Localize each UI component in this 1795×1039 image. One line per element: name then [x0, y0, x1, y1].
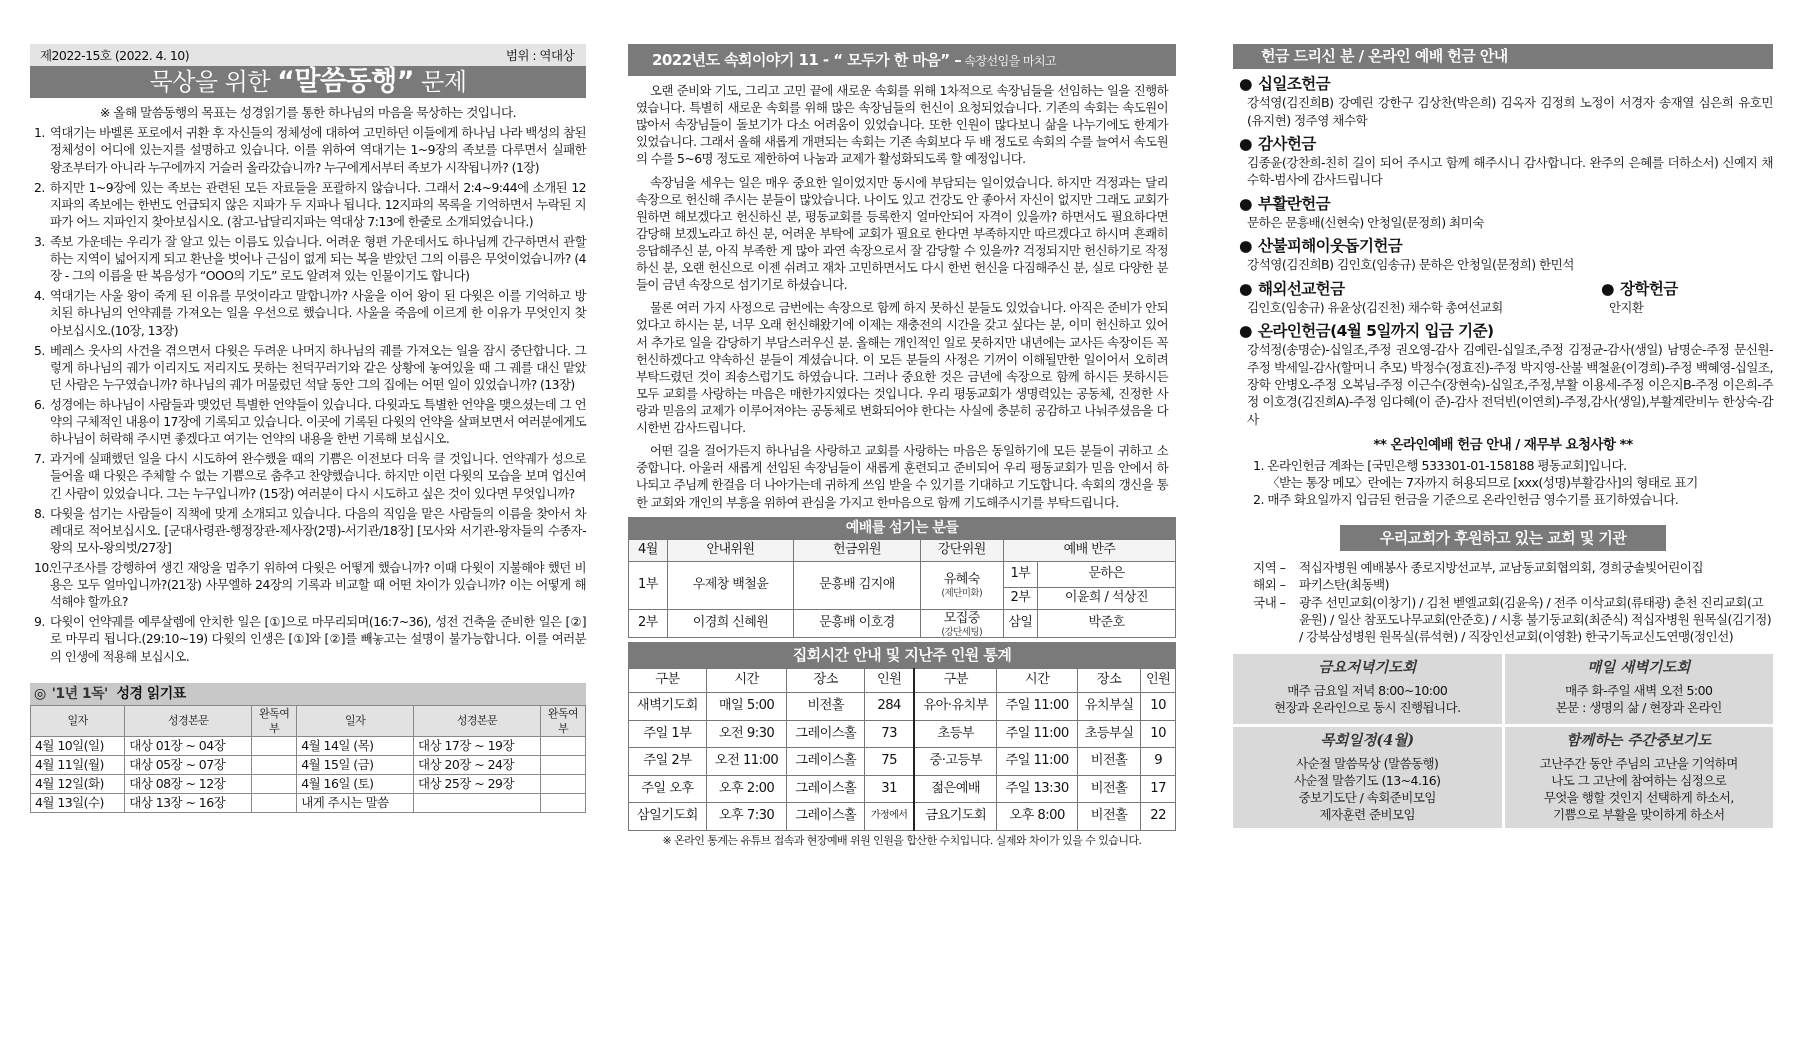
table-cell: 주일 11:00	[997, 693, 1078, 721]
table-cell	[252, 756, 297, 775]
online-notice	[1233, 457, 1773, 509]
story-paragraph: 오랜 준비와 기도, 그리고 고민 끝에 새로운 속회를 위해 1차적으로 속장님들을 선임하는 일을 진행하였습니다. 특별히 새로운 속회를 위해 많은 속장님들의 헌신이 요청되었습니다. 기존의 속회는 속도원이 많아서 속장님들이 돌보기가 다소 어려움이 있었습니다. 또한 인원이 많다보니 삶을 나누기에도 한계가 있었습니다. 그래서 올해 새롭게 개편되는 속회는 기존 속회보다 두 배 정도로 속회의 수를 늘여서 속도원의 수를 5~6명 정도로 제한하여 나눔과 교제가 활성화되도록 할 예정입니다.	[636, 83, 1168, 167]
question-item	[30, 613, 586, 664]
bullet-icon: ●	[1239, 75, 1252, 93]
reading-plan-title: 성경 읽기표	[116, 685, 186, 702]
offering-heading	[1239, 74, 1773, 94]
question-number: 8.	[34, 505, 45, 521]
question-item	[30, 559, 586, 610]
table-cell: 주일 11:00	[997, 748, 1078, 776]
story-body	[628, 82, 1176, 511]
bullet-icon: ●	[1239, 237, 1252, 256]
acc-name: 박준호	[1037, 609, 1175, 637]
online-offering-names: 강석정(송명순)-십일조,주정 권오영-감사 김예린-십일조,주정 김정균-감사(생일) 남명순-주정 문신원-주정 박세일-감사(할머니 추모) 박정수(정효진)-주정 박지영-산불 백철윤(이경희)-주정 백혜영-십일조,장학 안병오-주정 오복님-주정 이근수(장현숙)-십일조,주정,부활 이용세-주정 이은지B-주정 이은희-주정 이호경(김진희A)-주정 임다혜(이 준)-감사 전덕빈(이연희)-주정,감사(생일),부활계란비누 한상숙-감사	[1247, 342, 1773, 427]
table-cell: 주일 13:30	[997, 775, 1078, 803]
supported-churches	[1233, 559, 1773, 646]
story-paragraph: 속장님을 세우는 일은 매우 중요한 일이었지만 동시에 부담되는 일이었습니다. 하지만 걱정과는 달리 속장으로 헌신해 주시는 분들이 많았습니다. 나이도 있고 건강도 안 좋아서 자신이 없지만 그래도 교회가 원하면 해보겠다고 헌신하신 분, 평동교회를 등록한지 얼마안되어 자격이 있을까? 하면서도 필요하다면 감당해 보겠노라고 하신 분, 어려운 부탁에 교회가 필요로 한다면 부족하지만 따르겠다고 하시며 흔쾌히 응답해주신 분, 아직 부족한 게 많아 과연 속장으로서 잘 감당할 수 있을까? 걱정되지만 헌신하기로 작정하신 분, 오랜 헌신으로 이젠 쉬려고 재차 고민하면서도 다시 한번 헌신을 다짐해주신 분, 실로 다양한 분들이 금년 속장으로 섬기기로 하셨습니다.	[636, 174, 1168, 293]
acc-label: 2부	[1003, 587, 1037, 609]
table-cell: 22	[1141, 803, 1176, 831]
supported-churches-title: 우리교회가 후원하고 있는 교회 및 기관	[1340, 525, 1666, 551]
support-value: 광주 선민교회(이창기) / 김천 벧엘교회(김윤욱) / 전주 이삭교회(류태광) 춘천 진리교회(고윤원) / 일산 참포도나무교회(안준호) / 시흥 불기둥교회(최준식) 적십자병원 원목실(김기정) / 강북삼성병원 원목실(류석현) / 직장인선교회(이영환) 한국기독교신도연맹(정인선)	[1299, 594, 1772, 645]
question-item	[30, 396, 586, 447]
guide-1: 우제창 백철윤	[667, 561, 793, 609]
offering-heading-text: 감사헌금	[1257, 134, 1316, 153]
scholarship-heading-text: 장학헌금	[1619, 279, 1678, 298]
table-cell: 대상 01장 ~ 04장	[125, 737, 252, 756]
table-cell: 그레이스홀	[787, 720, 865, 748]
question-number: 3.	[34, 234, 45, 250]
table-cell	[414, 794, 541, 813]
offering-heading	[1239, 194, 1773, 214]
column-header: 인원	[1141, 669, 1176, 693]
offering-section	[1233, 134, 1773, 189]
issue-header	[30, 44, 586, 66]
column-header: 구분	[629, 669, 707, 693]
offering-section	[1233, 194, 1773, 232]
table-cell: 4월 14일 (목)	[297, 737, 414, 756]
question-text: 인구조사를 강행하여 생긴 재앙을 멈추기 위하여 다윗은 어떻게 했습니까? 이때 다윗이 지불해야 했던 비용은 모두 얼마입니까?(21장) 사무엘하 24장의 기록과 비교할 때 어떤 차이가 있습니까? 이는 어떻게 해석해야 할까요?	[50, 560, 586, 610]
table-row	[31, 756, 586, 775]
offering-sections	[1233, 74, 1773, 274]
table-cell: 유아·유치부	[914, 693, 997, 721]
table-cell: 중·고등부	[914, 748, 997, 776]
table-cell: 그레이스홀	[787, 748, 865, 776]
worship-servers-title: 예배를 섬기는 분들	[628, 517, 1176, 539]
table-cell: 4월 11일(월)	[31, 756, 125, 775]
friday-prayer-box	[1233, 654, 1502, 724]
table-cell: 오전 9:30	[706, 720, 787, 748]
table-row	[31, 775, 586, 794]
column-header: 시간	[706, 669, 787, 693]
column-header: 일자	[31, 705, 125, 736]
question-text: 베레스 웃사의 사건을 겪으면서 다윗은 두려운 나머지 하나님의 궤를 가져오는 일을 잠시 중단합니다. 그렇게 하나님의 궤가 이리지도 저리지도 못하는 천덕꾸러기와 같은 상황에 놓여있을 때 그 궤를 대신 맡았던 사람은 누구였습니까? 하나님의 궤가 머물렀던 석달 동안 그의 집에는 어떤 일이 있었습니까? (13장)	[50, 342, 586, 392]
table-cell: 초등부	[914, 720, 997, 748]
acc-label: 삼일	[1003, 609, 1037, 637]
offering-title: 헌금 드리신 분 / 온라인 예배 헌금 안내	[1233, 44, 1773, 69]
offering-heading-text: 부활란헌금	[1257, 194, 1331, 213]
question-text: 다윗을 섬기는 사람들이 직책에 맞게 소개되고 있습니다. 다음의 직임을 맡은 사람들의 이름을 찾아서 차례대로 적어보십시오. [군대사령관-행정장관-제사장(2명)-서기관/18장] [모사와 서기관-왕자들의 수종자-왕의 모사-왕의벗/27장]	[50, 505, 586, 555]
column-header: 완독여부	[541, 705, 586, 736]
table-cell: 그레이스홀	[787, 803, 865, 831]
table-cell: 비전홀	[1077, 748, 1140, 776]
question-item	[30, 124, 586, 175]
notice-line: 1. 온라인헌금 계좌는 [국민은행 533301-01-158188 평동교회]입니다.	[1253, 457, 1627, 473]
altar-2-name: 모집중	[943, 610, 980, 626]
question-number: 10.	[34, 560, 53, 575]
table-cell	[541, 737, 586, 756]
altar-2	[920, 609, 1003, 637]
table-cell: 그레이스홀	[787, 775, 865, 803]
table-row	[629, 775, 1176, 803]
offering-names: 김종윤(강찬희-친히 길이 되어 주시고 함께 해주시니 감사합니다. 완주의 은혜를 더하소서) 신예지 채수학-범사에 감사드립니다	[1247, 155, 1773, 188]
table-cell	[252, 775, 297, 794]
table-cell: 4월 15일 (금)	[297, 756, 414, 775]
box-title: 매일 새벽기도회	[1587, 658, 1691, 676]
table-cell	[252, 794, 297, 813]
bullet-icon: ●	[1601, 279, 1614, 298]
question-item	[30, 179, 586, 230]
service-label: 2부	[629, 609, 668, 637]
mission-scholarship-row	[1233, 274, 1773, 316]
acc-name: 이윤희 / 석상진	[1037, 587, 1175, 609]
reading-plan-table	[30, 705, 586, 813]
story-title	[628, 44, 1176, 76]
support-row	[1253, 559, 1773, 576]
weekly-prayer-box	[1505, 727, 1774, 828]
offering-heading	[1239, 134, 1773, 154]
title-prefix: 묵상을 위한	[149, 68, 278, 96]
question-item	[30, 287, 586, 338]
table-cell: 4월 10일(일)	[31, 737, 125, 756]
support-row	[1253, 576, 1773, 593]
support-key: 국내 –	[1253, 594, 1286, 610]
question-text: 과거에 실패했던 일을 다시 시도하여 완수했을 때의 기쁨은 이전보다 더욱 클 것입니다. 언약궤가 성으로 들어올 때 다윗은 주체할 수 없는 기쁨으로 춤추고 찬양했습니다. 하지만 이런 다윗의 모습을 보며 업신여긴 사람이 있었습니다. 그는 누구입니까? (15장) 여러분이 다시 시도하고 싶은 것이 있다면 무엇입니까?	[50, 451, 586, 501]
offering-names: 강석영(김진희B) 강예린 강한구 김상찬(박은희) 김옥자 김정희 노정이 서경자 송재열 심은희 유호민(유지현) 정주영 채수학	[1247, 95, 1773, 128]
box-title: 함께하는 주간중보기도	[1566, 731, 1712, 749]
question-text: 하지만 1~9장에 있는 족보는 관련된 모든 자료들을 포괄하지 않습니다. 그래서 2:4~9:44에 소개된 12지파의 족보에는 한번도 언급되지 않은 지파가 두 지파나 됩니다. 12지파의 목록을 기억하면서 누락된 지파가 어느 지파인지 찾아보십시오. (참고-납달리지파는 역대상 7:13에 한줄로 소개되었습니다.)	[50, 179, 586, 229]
table-cell: 대상 08장 ~ 12장	[125, 775, 252, 794]
table-cell: 오후 2:00	[706, 775, 787, 803]
offering-heading-text: 산불피해이웃돕기헌금	[1257, 237, 1403, 256]
column-header: 예배 반주	[1003, 539, 1175, 561]
table-cell: 오전 11:00	[706, 748, 787, 776]
box-line: 중보기도단 / 속회준비모임	[1298, 790, 1436, 806]
altar-2-note: (강단세팅)	[941, 626, 983, 638]
table-cell: 4월 16일 (토)	[297, 775, 414, 794]
box-line: 매주 화-주일 새벽 오전 5:00	[1565, 682, 1713, 698]
question-text: 족보 가운데는 우리가 잘 알고 있는 이름도 있습니다. 어려운 형편 가운데서도 하나님께 간구하면서 관할 하는 지역이 넓어지게 되고 환난을 벗어나 근심이 없게 되는 복을 받았던 그의 이름은 무엇이었습니까? (4장 - 그의 이름을 딴 복음성가 “OOO의 기도” 로도 알려져 있는 인물이기도 합니다)	[50, 234, 586, 284]
meditation-questions-column	[30, 44, 586, 813]
cell-group-column	[628, 44, 1176, 848]
acc-name: 문하은	[1037, 561, 1175, 587]
question-text: 역대기는 바벨론 포로에서 귀환 후 자신들의 정체성에 대하여 고민하던 이들에게 하나님 나라 백성의 참된 정체성이 어디에 있는지를 설명하고 있습니다. 이를 위하여 역대기는 1~9장의 족보를 다루면서 실패한 왕조부터가 아니라 누구에까지 거슬러 올라갔습니까? 누구에게서부터 족보가 시작됩니까? (1장)	[50, 125, 586, 175]
page-title	[30, 66, 586, 98]
table-cell	[252, 737, 297, 756]
mission-heading-text: 해외선교헌금	[1257, 279, 1345, 298]
question-item	[30, 233, 586, 284]
table-cell: 10	[1141, 693, 1176, 721]
service-label: 1부	[629, 561, 668, 609]
table-cell: 대상 05장 ~ 07장	[125, 756, 252, 775]
table-row	[629, 720, 1176, 748]
online-offering-section	[1233, 321, 1773, 428]
table-row	[629, 693, 1176, 721]
question-number: 7.	[34, 451, 45, 467]
box-line: 사순절 말씀기도 (13~4.16)	[1293, 772, 1441, 788]
column-header: 안내위원	[667, 539, 793, 561]
support-value: 적십자병원 예배봉사 종로지방선교부, 교남동교회협의회, 경희궁솔빛어린이집	[1299, 559, 1704, 575]
table-row	[629, 748, 1176, 776]
offering-names: 문하은 문흥배(신현숙) 안청일(문정희) 최미숙	[1247, 214, 1484, 230]
table-cell: 10	[1141, 720, 1176, 748]
box-line: 제자훈련 준비모임	[1319, 807, 1416, 823]
altar-1-name: 유혜숙	[943, 572, 980, 588]
online-offering-heading	[1239, 321, 1773, 341]
attendance-stats-title: 집회시간 안내 및 지난주 인원 통계	[628, 642, 1176, 668]
reading-plan-header	[30, 683, 586, 705]
issue-number: 제2022-15호 (2022. 4. 10)	[40, 48, 190, 63]
bullet-icon: ●	[1239, 322, 1252, 341]
story-title-sub: 속장선임을 마치고	[961, 54, 1057, 68]
scholarship-names: 안지환	[1609, 299, 1644, 315]
offering-2: 문흥배 이호경	[794, 609, 920, 637]
table-row	[31, 737, 586, 756]
table-cell: 대상 13장 ~ 16장	[125, 794, 252, 813]
altar-1-note: (제단미화)	[941, 588, 983, 600]
box-line: 사순절 말씀묵상 (말씀동행)	[1296, 755, 1439, 771]
story-title-main: 2022년도 속회이야기 11 - “ 모두가 한 마음” –	[652, 51, 962, 69]
box-title: 금요저녁기도회	[1318, 658, 1417, 676]
online-notice-title: ** 온라인예배 헌금 안내 / 재무부 요청사항 **	[1373, 437, 1633, 454]
bullet-icon: ●	[1239, 134, 1252, 153]
box-line: 현장과 온라인으로 동시 진행됩니다.	[1273, 699, 1461, 715]
table-row	[31, 794, 586, 813]
title-main: “말씀동행”	[277, 66, 414, 97]
table-cell: 대상 20장 ~ 24장	[414, 756, 541, 775]
question-number: 6.	[34, 397, 45, 413]
question-item	[30, 505, 586, 556]
table-cell: 매일 5:00	[706, 693, 787, 721]
table-cell: 주일 11:00	[997, 720, 1078, 748]
column-header: 성경본문	[125, 705, 252, 736]
question-number: 2.	[34, 179, 45, 195]
reading-plan-mark: '1년 1독'	[51, 685, 108, 702]
table-cell: 대상 25장 ~ 29장	[414, 775, 541, 794]
attendance-stats-table	[628, 668, 1176, 831]
table-cell: 유치부실	[1077, 693, 1140, 721]
column-header: 장소	[1077, 669, 1140, 693]
table-cell: 비전홀	[1077, 775, 1140, 803]
column-header: 성경본문	[414, 705, 541, 736]
mission-names: 김인호(임송규) 유윤상(김진천) 채수학 총여선교회	[1247, 299, 1503, 315]
table-cell: 75	[865, 748, 914, 776]
column-header: 인원	[865, 669, 914, 693]
box-line: 본문 : 생명의 삶 / 현장과 온라인	[1555, 699, 1722, 715]
table-cell: 9	[1141, 748, 1176, 776]
table-cell: 4월 13일(수)	[31, 794, 125, 813]
table-cell: 284	[865, 693, 914, 721]
column-header: 4월	[629, 539, 668, 561]
box-line: 고난주간 동안 주님의 고난을 기억하며	[1539, 755, 1738, 771]
question-item	[30, 342, 586, 393]
table-cell: 초등부실	[1077, 720, 1140, 748]
table-cell: 비전홀	[1077, 803, 1140, 831]
table-cell: 오후 7:30	[706, 803, 787, 831]
notice-line: 2. 매주 화요일까지 입금된 헌금을 기준으로 온라인헌금 영수기를 표기하였습니다.	[1253, 492, 1679, 508]
table-cell: 주일 오후	[629, 775, 707, 803]
question-number: 4.	[34, 288, 45, 304]
question-list	[30, 124, 586, 664]
support-key: 해외 –	[1253, 577, 1286, 593]
table-cell: 주일 2부	[629, 748, 707, 776]
table-cell: 17	[1141, 775, 1176, 803]
offering-column	[1233, 44, 1773, 828]
table-cell	[541, 756, 586, 775]
guide-2: 이경희 신혜원	[667, 609, 793, 637]
story-paragraph: 어떤 길을 걸어가든지 하나님을 사랑하고 교회를 사랑하는 마음은 동일하기에 모든 분들이 귀하고 소중합니다. 아울러 새롭게 선임된 속장님들이 새롭게 훈련되고 준비되어 우리 평동교회가 믿음 안에서 하나되고 주님께 한걸음 더 나아가는데 귀하게 쓰임 받을 수 있기를 기대하고 기도합니다. 속회의 갱신을 통한 교회와 개인의 부흥을 위하여 관심을 가지고 한마음으로 함께 기도해주시기를 부탁드립니다.	[636, 443, 1168, 510]
offering-1: 문흥배 김지애	[794, 561, 920, 609]
mission-heading	[1239, 279, 1601, 299]
notice-line: 〈받는 통장 메모〉란에는 7자까지 허용되므로 [xxx(성명)부활감사]의 형태로 표기	[1267, 475, 1698, 491]
column-header: 강단위원	[920, 539, 1003, 561]
offering-section	[1233, 74, 1773, 129]
table-cell: 삼일기도회	[629, 803, 707, 831]
online-offering-heading-text: 온라인헌금(4월 5일까지 입금 기준)	[1257, 322, 1494, 341]
question-text: 역대기는 사울 왕이 죽게 된 이유를 무엇이라고 말합니까? 사울을 이어 왕이 된 다윗은 이를 기억하고 방치된 하나님의 언약궤를 가져오는 일을 우선으로 했습니다. 사울을 죽음에 이르게 한 이유가 무엇인지 찾아보십시오.(10장, 13장)	[50, 288, 586, 338]
question-number: 5.	[34, 342, 45, 358]
table-cell: 31	[865, 775, 914, 803]
table-row	[629, 803, 1176, 831]
title-suffix: 문제	[414, 68, 467, 96]
offering-names: 강석영(김진희B) 김인호(임송규) 문하은 안청일(문정희) 한민석	[1247, 257, 1574, 273]
intro-note: ※ 올해 말씀동행의 목표는 성경읽기를 통한 하나님의 마음을 묵상하는 것입니다.	[99, 105, 517, 120]
box-line: 매주 금요일 저녁 8:00~10:00	[1287, 682, 1448, 698]
dawn-prayer-box	[1505, 654, 1774, 724]
table-cell: 73	[865, 720, 914, 748]
question-text: 성경에는 하나님이 사람들과 맺었던 특별한 언약들이 있습니다. 다윗과도 특별한 언약을 맺으셨는데 그 언약의 구체적인 내용이 17장에 기록되고 있습니다. 이곳에 기록된 다윗의 언약을 살펴보면서 여러분에게도 하나님이 허락해 주시면 좋겠다고 여기는 언약의 내용을 한번 기록해 보십시오.	[50, 397, 586, 447]
acc-label: 1부	[1003, 561, 1037, 587]
stats-footnote: ※ 온라인 통계는 유튜브 접속과 현장예배 위원 인원을 합산한 수치입니다. 실제와 차이가 있을 수 있습니다.	[662, 833, 1142, 847]
table-cell: 4월 12일(화)	[31, 775, 125, 794]
story-paragraph: 물론 여러 가지 사정으로 금번에는 속장으로 함께 하지 못하신 분들도 있었습니다. 아직은 준비가 안되었다고 하시는 분, 너무 오래 헌신해왔기에 이제는 재충전의 시간을 갖고 싶다는 분, 이미 헌신하고 있어서 추가로 일을 감당하기 부담스러우신 분. 올해는 개인적인 일로 못하지만 내년에는 교사든 속장이든 꼭 헌신하겠다고 약속하신 분들이 계셨습니다. 이 모든 분들의 사정은 기꺼이 이해될만한 일이어서 오히려 부탁드렸던 것이 죄송스럽기도 하였습니다. 그러나 중요한 것은 금년에 속장으로 함께 하시든 못하시든 모두 교회를 사랑하는 마음은 매한가지였다는 것입니다. 우리 평동교회가 생명력있는 공동체, 진정한 사랑과 믿음의 교제가 이루어져야는 공동체로 변화되어야 한다는 사실에 충분히 공감하고 나눠주셨음을 다시한번 감사드립니다.	[636, 300, 1168, 436]
column-header: 구분	[914, 669, 997, 693]
table-cell: 금요기도회	[914, 803, 997, 831]
column-header: 일자	[297, 705, 414, 736]
question-text: 다윗이 언약궤를 예루살렘에 안치한 일은 [①]으로 마무리되며(16:7~36), 성전 건축을 준비한 일은 [②]로 마무리 됩니다.(29:10~19) 다윗의 인생은 [①]와 [②]를 빼놓고는 설명이 불가능합니다. 이를 여러분의 인생에 적용해 보십시오.	[50, 614, 586, 664]
column-header: 완독여부	[252, 705, 297, 736]
table-cell: 젊은예배	[914, 775, 997, 803]
bullet-icon: ◎	[34, 685, 46, 702]
table-cell: 새벽기도회	[629, 693, 707, 721]
box-line: 무엇을 행할 것인지 선택하게 하소서,	[1543, 790, 1734, 806]
table-cell	[541, 775, 586, 794]
support-key: 지역 –	[1253, 559, 1286, 575]
bullet-icon: ●	[1239, 194, 1252, 213]
table-cell	[541, 794, 586, 813]
column-header: 장소	[787, 669, 865, 693]
issue-range: 범위 : 역대상	[505, 48, 574, 63]
pastoral-schedule-box	[1233, 727, 1502, 828]
question-item	[30, 450, 586, 501]
support-value: 파키스탄(최동백)	[1299, 577, 1390, 593]
altar-1	[920, 561, 1003, 609]
scholarship-heading	[1601, 279, 1678, 299]
table-cell: 내게 주시는 말씀	[297, 794, 414, 813]
question-number: 9.	[34, 614, 45, 630]
table-cell: 비전홀	[787, 693, 865, 721]
table-cell: 가정에서	[865, 803, 914, 831]
table-cell: 주일 1부	[629, 720, 707, 748]
box-line: 기쁨으로 부활을 맞이하게 하소서	[1552, 807, 1725, 823]
question-number: 1.	[34, 125, 45, 141]
box-line: 나도 그 고난에 참여하는 심정으로	[1551, 772, 1727, 788]
worship-servers-table	[628, 539, 1176, 638]
offering-heading	[1239, 236, 1773, 256]
column-header: 헌금위원	[794, 539, 920, 561]
schedule-boxes	[1233, 654, 1773, 828]
offering-section	[1233, 236, 1773, 274]
bullet-icon: ●	[1239, 279, 1252, 298]
support-row	[1253, 594, 1773, 646]
table-cell: 오후 8:00	[997, 803, 1078, 831]
box-title: 목회일정(4월)	[1320, 731, 1415, 749]
table-cell: 대상 17장 ~ 19장	[414, 737, 541, 756]
offering-heading-text: 십일조헌금	[1257, 75, 1331, 93]
column-header: 시간	[997, 669, 1078, 693]
